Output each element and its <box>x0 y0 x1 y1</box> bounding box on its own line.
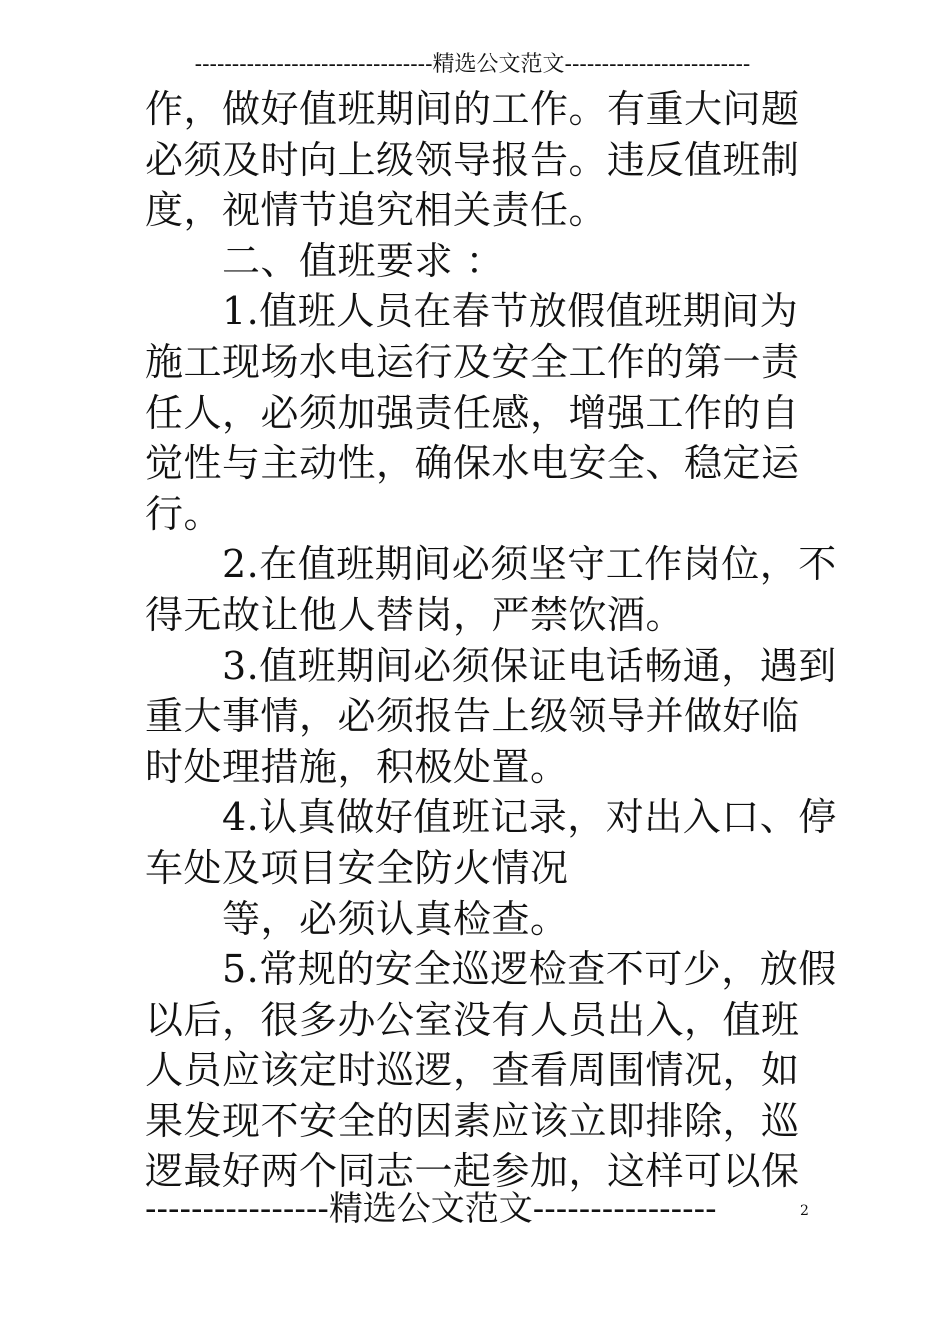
body-line: 果发现不安全的因素应该立即排除，巡 <box>145 1098 800 1143</box>
body-line: 度，视情节追究相关责任。 <box>145 188 608 233</box>
page-header: --------------------------------精选公文范文------------------------- <box>194 52 751 77</box>
body-line: 必须及时向上级领导报告。违反值班制 <box>145 137 800 182</box>
body-line: 时处理措施，积极处置。 <box>145 744 569 789</box>
body-line: 得无故让他人替岗，严禁饮酒。 <box>145 592 685 637</box>
body-line: 重大事情，必须报告上级领导并做好临 <box>145 694 800 739</box>
document-body <box>145 84 837 1197</box>
body-line: 行。 <box>145 491 223 536</box>
body-line: 3.值班期间必须保证电话畅通，遇到 <box>222 643 837 688</box>
body-line: 1.值班人员在春节放假值班期间为 <box>222 289 799 334</box>
body-line: 2.在值班期间必须坚守工作岗位，不 <box>222 542 837 587</box>
body-line: 任人，必须加强责任感，增强工作的自 <box>145 390 800 435</box>
body-line: 人员应该定时巡逻，查看周围情况，如 <box>145 1048 800 1093</box>
body-line: 觉性与主动性，确保水电安全、稳定运 <box>145 441 800 486</box>
body-line: 车处及项目安全防火情况 <box>145 845 569 890</box>
body-line: 5.常规的安全巡逻检查不可少，放假 <box>222 947 837 992</box>
body-line: 等，必须认真检查。 <box>222 896 569 941</box>
section-heading: 二、值班要求 ： <box>222 238 505 283</box>
body-line: 以后，很多办公室没有人员出入，值班 <box>145 997 800 1042</box>
body-line: 4.认真做好值班记录，对出入口、停 <box>222 795 837 840</box>
body-line: 施工现场水电运行及安全工作的第一责 <box>145 339 800 384</box>
page-footer: ----------------精选公文范文---------------- <box>145 1189 717 1229</box>
page-number: 2 <box>800 1203 809 1219</box>
body-line: 逻最好两个同志一起参加，这样可以保 <box>145 1149 800 1194</box>
body-line: 作，做好值班期间的工作。有重大问题 <box>145 87 800 131</box>
